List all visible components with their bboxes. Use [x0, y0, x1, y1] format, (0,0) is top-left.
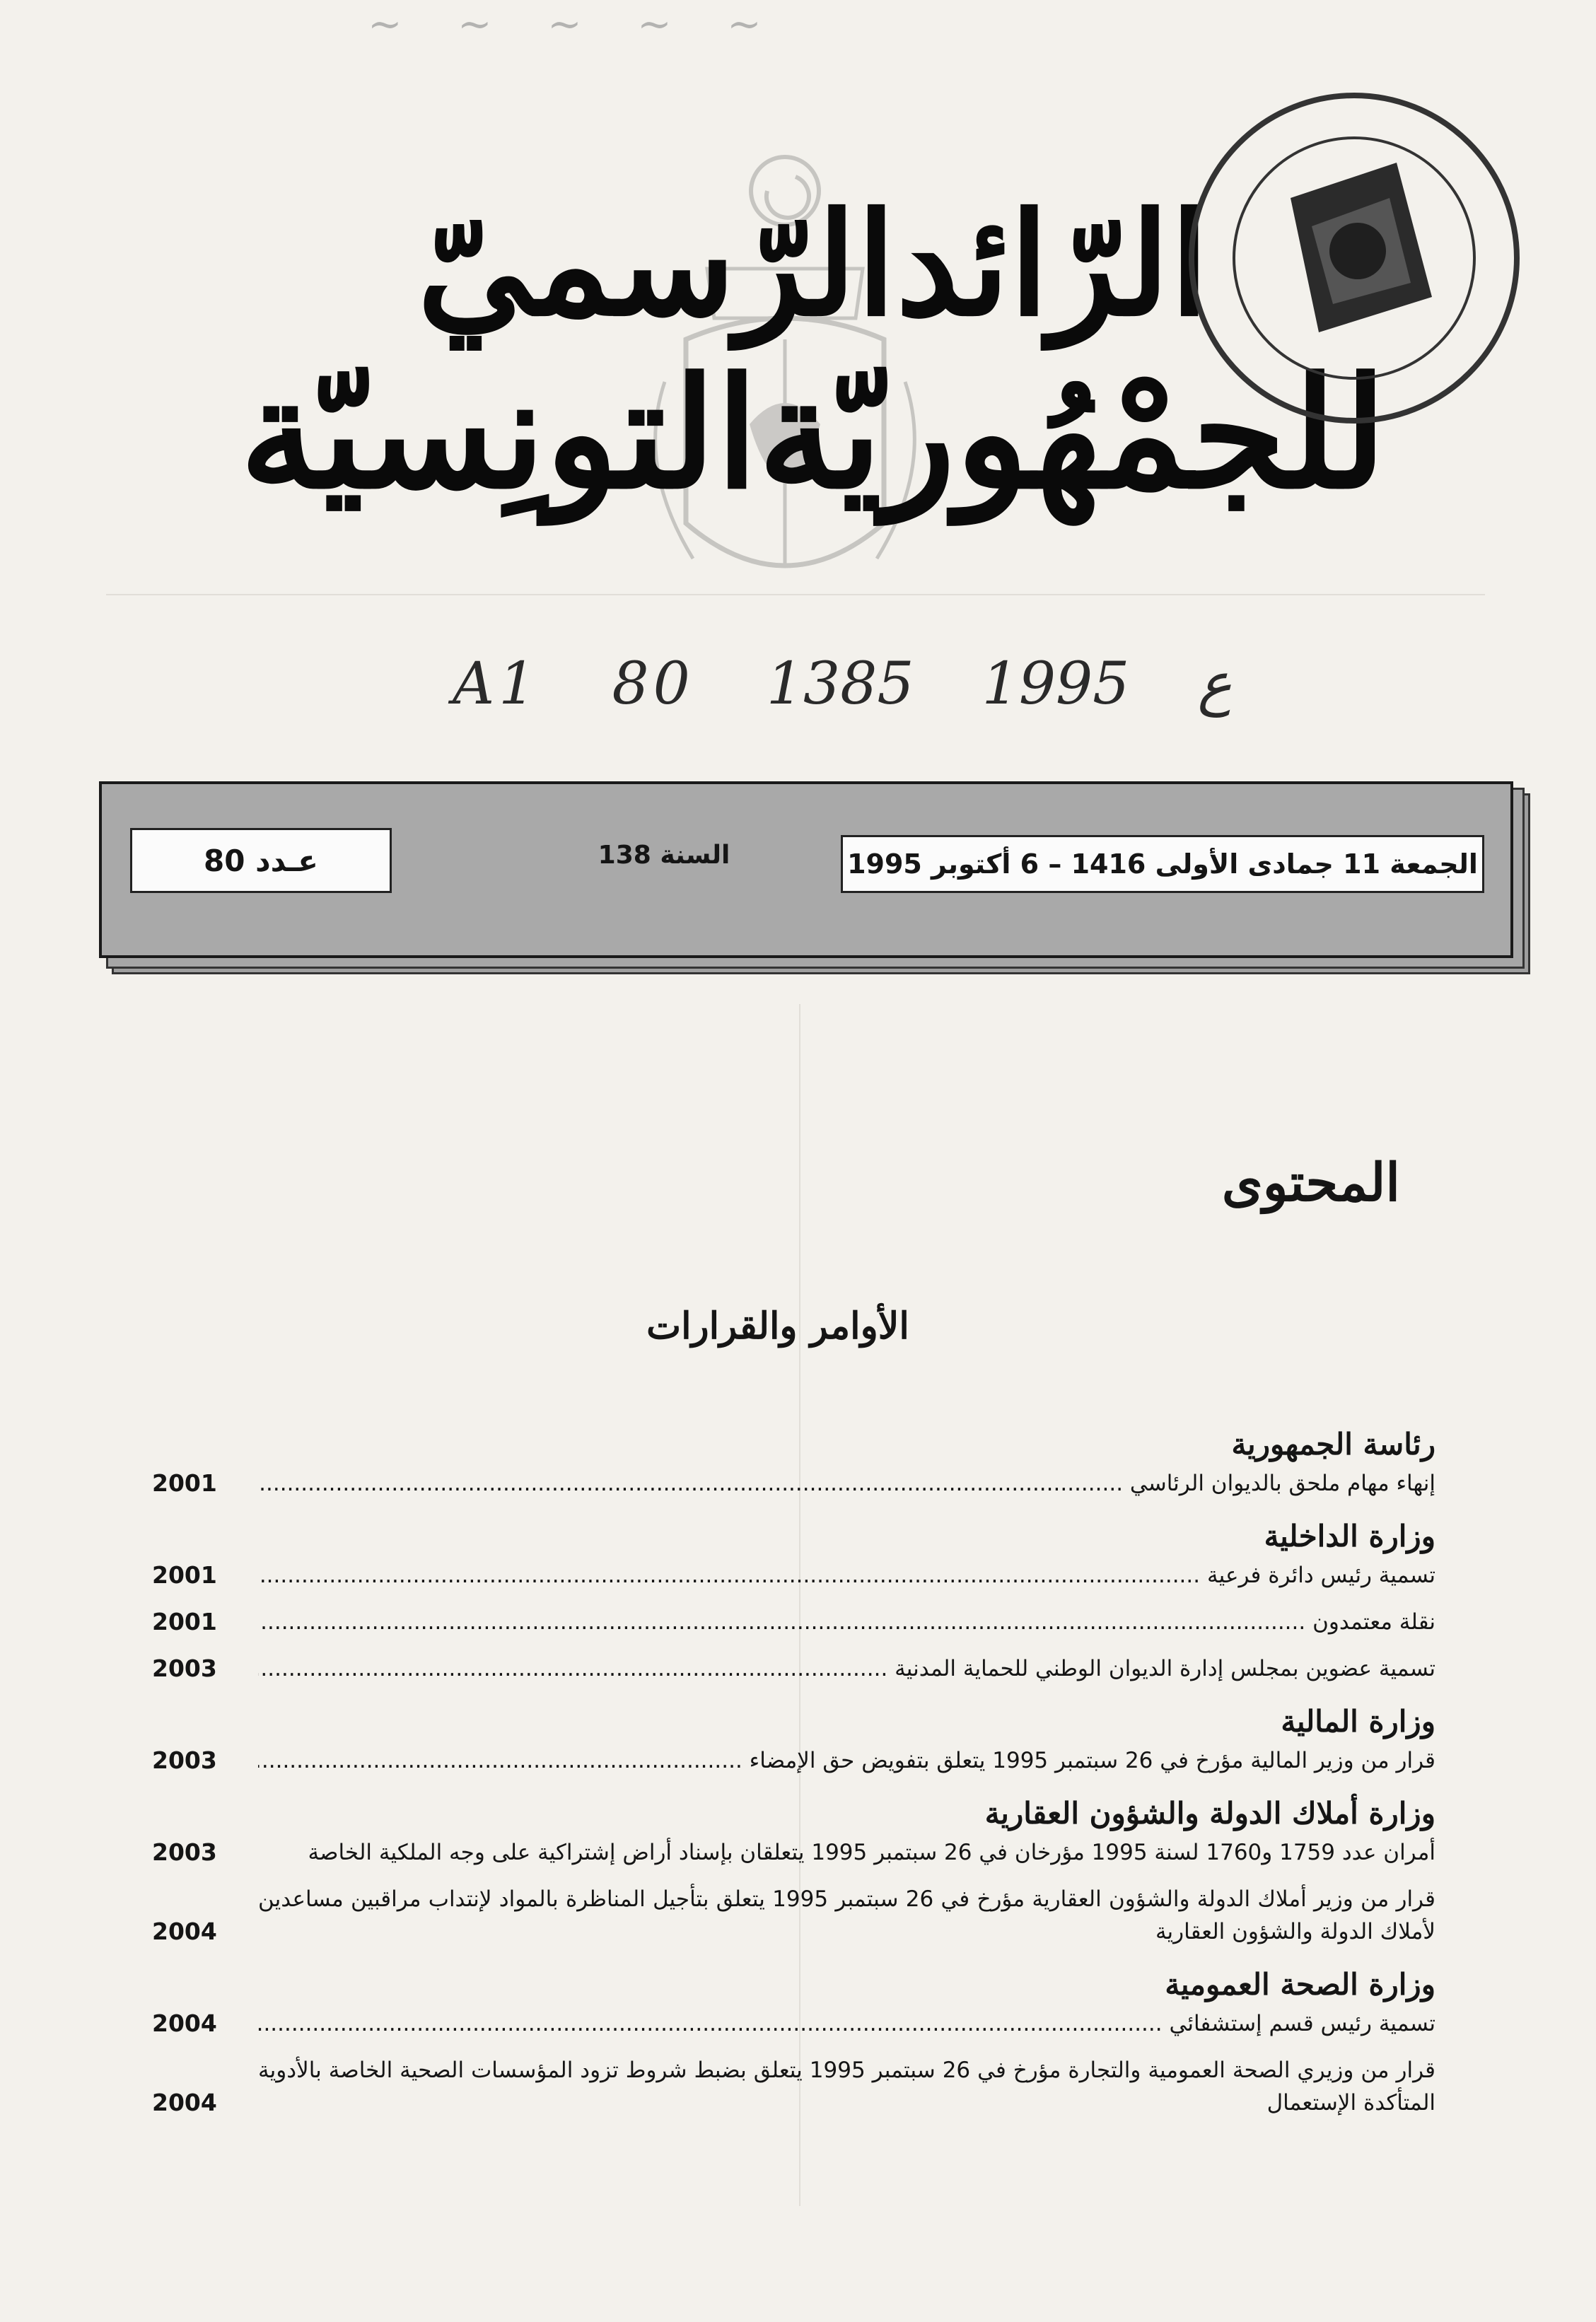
- toc-entry-page: 2001: [152, 1608, 217, 1635]
- contents-title: المحتوى: [1221, 1153, 1400, 1213]
- toc-entry-page: 2003: [152, 1838, 217, 1866]
- masthead-title-line1: الرّائدالرّسميّ: [417, 182, 1209, 348]
- toc-entry[interactable]: [152, 2054, 1435, 2119]
- handref-letter: ع: [1197, 650, 1233, 718]
- toc-entry-page: 2003: [152, 1746, 217, 1774]
- toc-entry-text: أمران عدد 1759 و1760 لسنة 1995 مؤرخان في 26 سبتمبر 1995 يتعلقان بإسناد أراض إشتراكية على وجه الملكية الخاصة: [308, 1840, 1435, 1865]
- toc-entry-text: نقلة معتمدون .....: [258, 1606, 1435, 1638]
- toc-entry-text: إنهاء مهام ملحق بالديوان الرئاسي .....: [258, 1467, 1435, 1500]
- toc-entry-text: تسمية رئيس قسم إستشفائي .....: [258, 2007, 1435, 2040]
- issue-number: عـدد 80: [130, 828, 392, 893]
- orders-and-decisions-title: الأوامر والقرارات: [646, 1305, 909, 1348]
- toc-entry-page: 2004: [152, 2089, 217, 2116]
- toc-entry[interactable]: [152, 1883, 1435, 1948]
- section-finance: وزارة المالية: [1281, 1704, 1435, 1739]
- handref-series: A1: [453, 650, 540, 718]
- toc-entry[interactable]: [152, 1836, 1435, 1869]
- toc-entry[interactable]: [152, 1652, 1435, 1685]
- toc-entry[interactable]: [152, 1606, 1435, 1638]
- top-scribble-mark: ~ ~ ~ ~ ~: [368, 0, 783, 48]
- issue-banner: [99, 781, 1513, 958]
- section-interior: وزارة الداخلية: [1264, 1519, 1435, 1553]
- toc-entry-page: 2004: [152, 2009, 217, 2037]
- toc-entry-text: تسمية رئيس دائرة فرعية .....: [258, 1559, 1435, 1592]
- toc-entry-page: 2004: [152, 1918, 217, 1945]
- toc-entry-page: 2003: [152, 1655, 217, 1682]
- library-stamp: [1177, 85, 1531, 431]
- toc-entry[interactable]: [152, 1467, 1435, 1500]
- toc-entry-text: قرار من وزير المالية مؤرخ في 26 سبتمبر 1995 يتعلق بتفويض حق الإمضاء .....: [258, 1744, 1435, 1777]
- toc-entry[interactable]: [152, 2007, 1435, 2040]
- section-state-property: وزارة أملاك الدولة والشؤون العقارية: [984, 1796, 1435, 1831]
- section-public-health: وزارة الصحة العمومية: [1165, 1967, 1435, 2002]
- toc-entry[interactable]: [152, 1744, 1435, 1777]
- handref-year: 1995: [982, 650, 1130, 718]
- issue-date: الجمعة 11 جمادى الأولى 1416 – 6 أكتوبر 1995: [841, 835, 1484, 893]
- handref-issue: 80: [612, 650, 694, 718]
- toc-entry-text: قرار من وزيري الصحة العمومية والتجارة مؤرخ في 26 سبتمبر 1995 يتعلق بضبط شروط تزود المؤسسات الصحية الخاصة بالأدوية المتأكدة الإستعمال: [258, 2058, 1435, 2116]
- handwritten-reference: [453, 650, 1372, 742]
- table-of-contents: [152, 1418, 1435, 2133]
- toc-entry-text: تسمية عضوين بمجلس إدارة الديوان الوطني للحماية المدنية .....: [258, 1652, 1435, 1685]
- section-presidency: رئاسة الجمهورية: [1231, 1427, 1435, 1462]
- issue-year: السنة 138: [598, 841, 730, 870]
- masthead-title-line2: للجمْهُوريّةالتونِسيّة: [240, 344, 1387, 523]
- toc-entry-text: قرار من وزير أملاك الدولة والشؤون العقارية مؤرخ في 26 سبتمبر 1995 يتعلق بتأجيل المناظرة بالمواد لإنتداب مراقبين مساعدين لأملاك الدولة والشؤون العقارية: [258, 1886, 1435, 1944]
- toc-entry[interactable]: [152, 1559, 1435, 1592]
- handref-index: 1385: [766, 650, 914, 718]
- toc-entry-page: 2001: [152, 1561, 217, 1589]
- toc-entry-page: 2001: [152, 1469, 217, 1497]
